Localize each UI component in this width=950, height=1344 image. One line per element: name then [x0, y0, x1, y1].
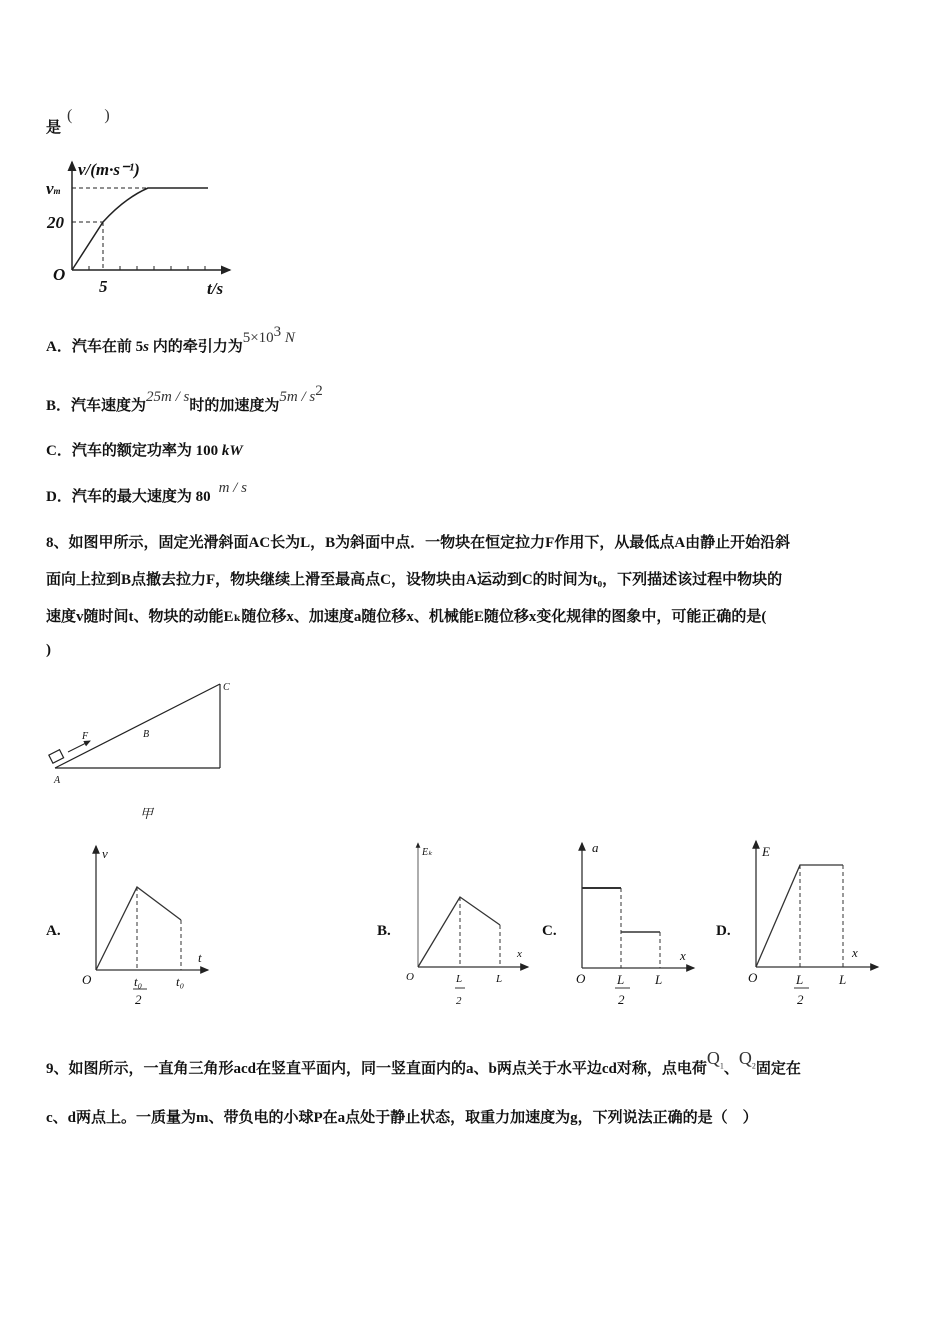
choice-c-label[interactable]: C. — [542, 923, 557, 939]
q7-y20: 20 — [47, 213, 64, 232]
graph-d-tick2: L — [839, 972, 847, 987]
q7-x5: 5 — [99, 277, 108, 296]
choice-d-label[interactable]: D. — [716, 923, 731, 939]
graph-b-ylabel: Eₖ — [422, 847, 433, 858]
graph-a — [96, 846, 208, 970]
point-b-label: B — [143, 729, 150, 740]
graph-d — [756, 841, 878, 967]
graph-a-tick1: t₀ — [134, 974, 143, 989]
graph-b-xlabel: x — [517, 948, 522, 960]
graph-d-origin: O — [748, 970, 758, 985]
q7-stem-tail: 是( ) — [46, 107, 110, 136]
graph-b-origin: O — [406, 971, 414, 983]
graph-a-xlabel: t — [198, 950, 202, 965]
graph-c-ylabel: a — [592, 840, 599, 855]
graph-d-xlabel: x — [852, 945, 858, 960]
q7-ylabel: v/(m·s⁻¹) — [78, 160, 140, 179]
graph-d-tick1: L — [796, 972, 804, 987]
q8-line-4: ) — [46, 642, 51, 658]
point-c-label: C — [223, 682, 230, 693]
q9-line-1: 9、如图所示，一直角三角形acd在竖直平面内，同一竖直面内的a、b两点关于水平边cd对称，点电荷$Q_1$、$Q_2$固定在 — [46, 1048, 801, 1077]
q7-vm: vm — [46, 179, 61, 198]
incline-figure — [49, 684, 220, 768]
graph-b — [418, 843, 528, 967]
graph-b-tick1-den: 2 — [456, 995, 462, 1007]
q8-line-1: 8、如图甲所示，固定光滑斜面AC长为L，B为斜面中点．一物块在恒定拉力F作用下，从最低点A由静止开始沿斜 — [46, 535, 791, 551]
point-a-label: A — [54, 775, 61, 786]
graph-c-xlabel: x — [680, 948, 686, 963]
graph-b-tick2: L — [496, 973, 503, 985]
q7-origin: O — [53, 265, 66, 284]
graph-a-ylabel: v — [102, 846, 108, 861]
graph-d-tick1-den: 2 — [797, 992, 804, 1007]
graph-c — [582, 843, 694, 968]
graph-a-tick2: t₀ — [176, 974, 185, 989]
graph-d-ylabel: E — [762, 844, 770, 859]
figure-caption: 甲 — [140, 806, 154, 821]
q8-line-3: 速度v随时间t、物块的动能Eₖ随位移x、加速度a随位移x、机械能E随位移x变化规律的图象中，可能正确的是( — [46, 609, 767, 625]
q7-option-c[interactable]: C．汽车的额定功率为 100 kW — [46, 443, 243, 459]
graph-c-tick2: L — [655, 972, 663, 987]
graph-a-tick1-den: 2 — [135, 992, 142, 1007]
choice-b-label[interactable]: B. — [377, 923, 391, 939]
graph-c-origin: O — [576, 971, 586, 986]
graph-c-tick1: L — [617, 972, 625, 987]
graph-c-tick1-den: 2 — [618, 992, 625, 1007]
q7-option-a[interactable]: A．汽车在前 5s 内的牵引力为$5\times 10^3$ N — [46, 324, 295, 355]
q7-option-d[interactable]: D．汽车的最大速度为 80m / s — [46, 480, 247, 505]
choice-a-label[interactable]: A. — [46, 923, 61, 939]
q7-xlabel: t/s — [207, 279, 224, 298]
force-f-label: F — [82, 731, 89, 742]
graph-b-tick1: L — [456, 973, 463, 985]
block — [49, 750, 64, 763]
q7-option-b[interactable]: B．汽车速度为25m / s时的加速度为$5m / s^2$ — [46, 383, 323, 414]
q9-line-2: c、d两点上。一质量为m、带负电的小球P在a点处于静止状态，取重力加速度为g，下列说法正确的是（ ） — [46, 1110, 758, 1126]
graph-a-origin: O — [82, 972, 92, 987]
q8-line-2: 面向上拉到B点撤去拉力F，物块继续上滑至最高点C，设物块由A运动到C的时间为t₀，下列描述该过程中物块的 — [46, 572, 783, 588]
